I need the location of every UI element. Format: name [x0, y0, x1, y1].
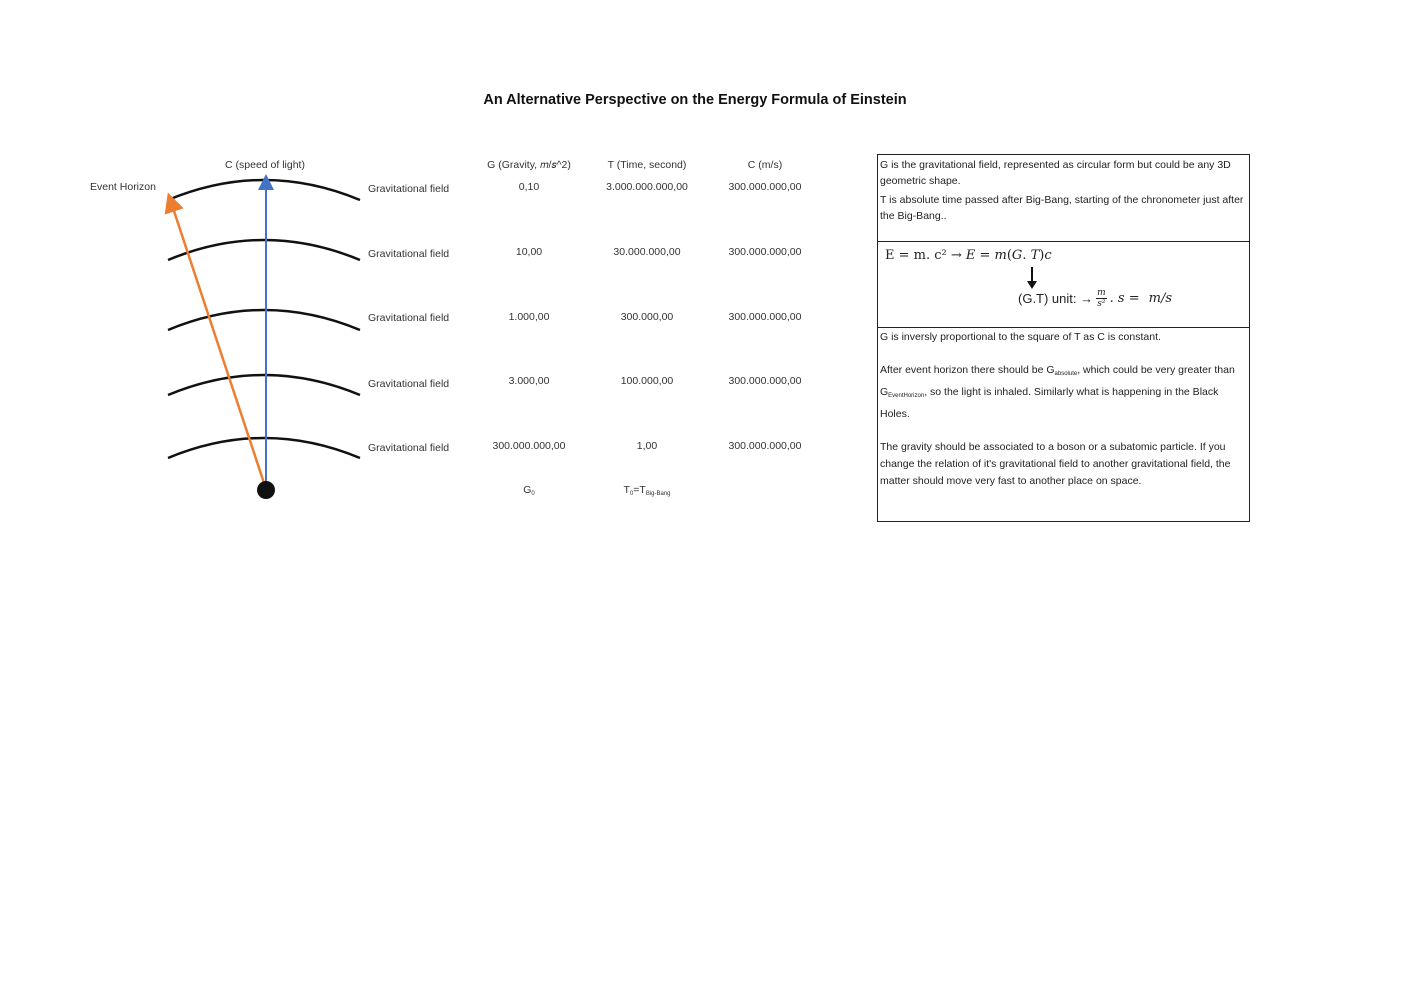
field-arc-2 [168, 240, 360, 260]
explanation-2: After event horizon there should be $G_{absolute}$, which could be very greater than $G_{EventHorizon}$, so the light is inhaled. Similarly what is happening in the Black Holes. [880, 364, 1235, 420]
cell-c: 300.000.000,00 [728, 181, 802, 193]
g0-label: $G_0$ [523, 484, 535, 497]
t0-label: $T_0=T_{Big-Bang}$ [623, 484, 671, 497]
field-arc-1 [168, 180, 360, 200]
field-label-5: Gravitational field [368, 442, 450, 454]
header-gravity: G (Gravity, 𝑚/𝑠^2) [487, 159, 571, 171]
page-title: An Alternative Perspective on the Energy Formula of Einstein [483, 92, 907, 108]
cell-c: 300.000.000,00 [728, 246, 802, 258]
explanation-3: The gravity should be associated to a boson or a subatomic particle. If you change the relation of it's gravitational field to another gravitational field, the matter should move very fast to another place on space. [880, 441, 1231, 487]
energy-formula: E = m. c² → 𝐸 = 𝑚(𝐺. 𝑇)𝑐 [885, 248, 1052, 263]
cell-g: 1.000,00 [508, 311, 550, 323]
cell-c: 300.000.000,00 [728, 440, 802, 452]
explanation-box [877, 327, 1250, 522]
field-arc-5 [168, 438, 360, 458]
event-horizon-label: Event Horizon [90, 181, 156, 193]
cell-t: 30.000.000,00 [613, 246, 681, 258]
c-label: C (speed of light) [225, 159, 305, 171]
header-time: T (Time, second) [607, 159, 687, 171]
cell-c: 300.000.000,00 [728, 311, 802, 323]
definition-g: G is the gravitational field, represented as circular form but could be any 3D geometric shape. [880, 159, 1231, 187]
cell-g: 300.000.000,00 [492, 440, 566, 452]
cell-t: 100.000,00 [620, 375, 674, 387]
definitions-box [877, 154, 1250, 242]
explanation-1: G is inversly proportional to the square of T as C is constant. [880, 331, 1161, 343]
cell-t: 3.000.000.000,00 [606, 181, 688, 193]
field-label-1: Gravitational field [368, 183, 450, 195]
unit-formula: (G.T) unit: → $\frac{m}{\text{s²}}$ . 𝑠 = m/s [1018, 288, 1173, 309]
field-label-2: Gravitational field [368, 248, 450, 260]
singularity-dot [257, 481, 275, 499]
cell-t: 1,00 [636, 440, 658, 452]
field-arc-3 [168, 310, 360, 330]
field-label-3: Gravitational field [368, 312, 450, 324]
cell-t: 300.000,00 [620, 311, 674, 323]
field-arc-4 [168, 375, 360, 395]
cell-c: 300.000.000,00 [728, 375, 802, 387]
cell-g: 0,10 [518, 181, 540, 193]
cell-g: 10,00 [515, 246, 543, 258]
definition-t: T is absolute time passed after Big-Bang, starting of the chronometer just after the Big-Bang.. [880, 194, 1244, 222]
cell-g: 3.000,00 [508, 375, 550, 387]
field-label-4: Gravitational field [368, 378, 450, 390]
header-speed: C (m/s) [747, 159, 783, 171]
